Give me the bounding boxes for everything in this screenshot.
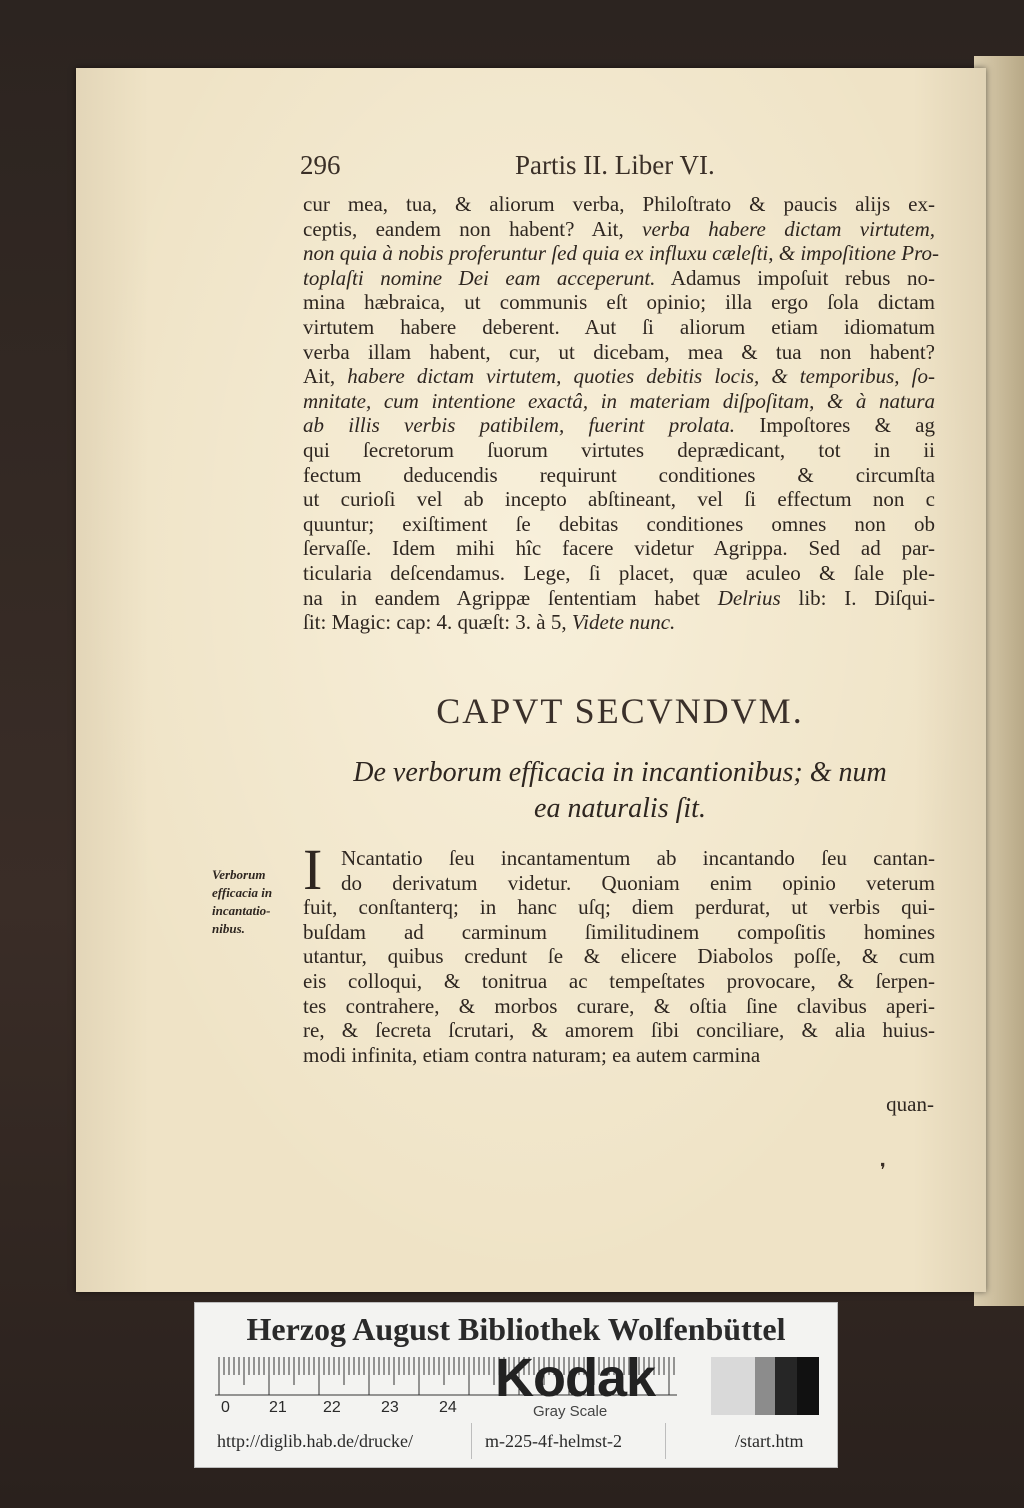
paragraph-1-line: non quia à nobis proferuntur ſed quia ex influxu cæleſti, & impoſitione Pro- xyxy=(303,241,939,266)
paragraph-1-line: fectum deducendis requirunt conditiones & circumſta xyxy=(303,462,935,487)
paragraph-1-line: qui ſecretorum ſuorum virtutes deprædicant, tot in ii xyxy=(303,437,935,462)
page-number: 296 xyxy=(300,150,341,180)
paragraph-2-line: re, & ſecreta ſcrutari, & amorem ſibi conciliare, & alia huius- xyxy=(303,1018,935,1043)
paragraph-1-line: ab illis verbis patibilem, fuerint prolata. Impoſtores & ag xyxy=(303,413,936,438)
ruler-label: 22 xyxy=(323,1399,341,1416)
ruler-label: 23 xyxy=(381,1399,399,1416)
paragraph-1-line: ſit: Magic: cap: 4. quæſt: 3. à 5, Videte nunc. xyxy=(303,610,676,635)
paragraph-2-line: eis colloqui, & tonitrua ac tempeſtates provocare, & ſerpen- xyxy=(303,968,935,993)
card-url: http://diglib.hab.de/drucke/ xyxy=(217,1431,413,1451)
margin-note-line: efficacia in xyxy=(212,885,273,900)
paragraph-2-line: do derivatum videtur. Quoniam enim opinio veterum xyxy=(341,870,935,895)
paragraph-2-line: buſdam ad carminum ſimilitudinem compoſitis homines xyxy=(303,919,935,944)
running-head: Partis II. Liber VI. xyxy=(515,150,715,180)
drop-cap: I xyxy=(303,837,323,902)
margin-note-line: incantatio- xyxy=(212,903,271,918)
card-shelfmark: m-225-4f-helmst-2 xyxy=(485,1431,622,1451)
ink-mark: ❜ xyxy=(880,1160,886,1181)
chapter-title: CAPVT SECVNDVM. xyxy=(436,691,804,731)
kodak-logo: Kodak xyxy=(495,1348,656,1408)
card-divider xyxy=(471,1423,472,1459)
chapter-subtitle-line-1: De verborum efficacia in incantionibus; & num xyxy=(353,757,887,788)
card-divider xyxy=(665,1423,666,1459)
margin-note-line: Verborum xyxy=(212,867,266,882)
margin-note-line: nibus. xyxy=(212,921,245,936)
paragraph-1-line: ut curioſi vel ab incepto abſtineant, vel ſi effectum non c xyxy=(303,487,935,512)
paragraph-1-line: cur mea, tua, & aliorum verba, Philoſtrato & paucis alijs ex- xyxy=(303,192,935,216)
ruler-label: 21 xyxy=(269,1399,287,1416)
paragraph-1-line: quuntur; exiſtiment ſe debitas conditiones omnes non ob xyxy=(303,511,935,536)
paragraph-2-line: fuit, conſtanterq; in hanc uſq; diem perdurat, ut verbis qui- xyxy=(303,895,935,920)
paragraph-1-line: mnitate, cum intentione exactâ, in materiam diſpoſitam, & à natura xyxy=(303,388,935,413)
card-start-link: /start.htm xyxy=(735,1431,804,1451)
margin-note xyxy=(212,866,294,938)
paragraph-1 xyxy=(303,192,939,635)
gray-scale-label: Gray Scale xyxy=(533,1403,608,1420)
paragraph-1-line: ſervaſſe. Idem mihi hîc facere videtur Agrippa. Sed ad par- xyxy=(303,536,935,561)
gray-swatch xyxy=(775,1357,797,1415)
paragraph-1-line: na in eandem Agrippæ ſententiam habet Delrius lib: I. Diſqui- xyxy=(303,585,935,610)
catchword: quan- xyxy=(886,1092,934,1116)
paragraph-2-line: utantur, quibus credunt ſe & elicere Diabolos poſſe, & cum xyxy=(303,944,935,969)
gray-swatch xyxy=(755,1357,775,1415)
paragraph-2-line: modi infinita, etiam contra naturam; ea autem carmina xyxy=(303,1042,761,1067)
paragraph-1-line: ceptis, eandem non habent? Ait, verba habere dictam virtutem, xyxy=(303,216,935,241)
library-card xyxy=(194,1302,838,1468)
chapter-subtitle xyxy=(300,755,940,827)
chapter-subtitle-line-2: ea naturalis ſit. xyxy=(534,793,706,824)
card-title: Herzog August Bibliothek Wolfenbüttel xyxy=(246,1311,786,1347)
gray-swatch xyxy=(797,1357,819,1415)
paragraph-1-line: ticularia deſcendamus. Lege, ſi placet, quæ aculeo & ſale ple- xyxy=(303,560,935,585)
paragraph-2-line: tes contrahere, & morbos curare, & oſtia ſine clavibus aperi- xyxy=(303,993,935,1018)
gray-swatch xyxy=(711,1357,755,1415)
paragraph-1-line: Ait, habere dictam virtutem, quoties debitis locis, & temporibus, ſo- xyxy=(303,364,935,389)
paragraph-2 xyxy=(303,846,935,1067)
paragraph-1-line: mina hæbraica, ut communis eſt opinio; illa ergo ſola dictam xyxy=(303,290,935,315)
page-header xyxy=(300,150,940,186)
paragraph-1-line: toplaſti nomine Dei eam acceperunt. Adamus impoſuit rebus no- xyxy=(303,265,935,290)
paragraph-2-line: Ncantatio ſeu incantamentum ab incantando ſeu cantan- xyxy=(341,846,935,870)
ruler-label: 24 xyxy=(439,1399,457,1416)
paragraph-1-line: virtutem habere deberent. Aut ſi aliorum etiam idiomatum xyxy=(303,314,935,339)
paragraph-1-line: verba illam habent, cur, ut dicebam, mea & tua non habent? xyxy=(303,339,935,364)
ruler-label: 0 xyxy=(221,1399,230,1416)
